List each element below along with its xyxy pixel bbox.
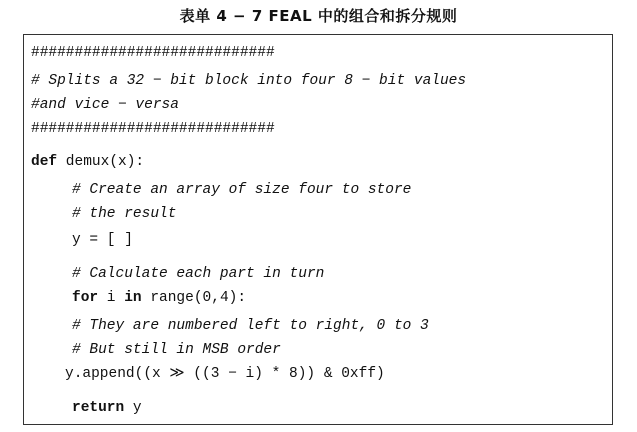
comment-line: # Calculate each part in turn — [72, 266, 325, 282]
for-line — [72, 289, 246, 307]
comment-line: #and vice − versa — [31, 97, 179, 113]
def-line — [31, 153, 144, 171]
in-keyword: in — [124, 290, 142, 306]
comment-line: # But still in MSB order — [72, 342, 281, 358]
code-listing — [23, 34, 613, 425]
def-keyword: def — [31, 154, 58, 170]
comment-line: # the result — [72, 206, 177, 222]
comment-line: # Splits a 32 − bit block into four 8 − bit values — [31, 73, 467, 89]
return-value: y — [124, 400, 142, 416]
def-signature: demux(x): — [57, 154, 145, 170]
append-line: y.append((x ≫ ((3 − i) * 8)) & 0xff) — [65, 366, 385, 382]
comment-line: # Create an array of size four to store — [72, 182, 412, 198]
for-variable: i — [98, 290, 125, 306]
return-keyword: return — [72, 400, 125, 416]
for-keyword: for — [72, 290, 99, 306]
listing-caption: 表单 4 − 7 FEAL 中的组合和拆分规则 — [179, 7, 458, 25]
for-range: range(0,4): — [141, 290, 247, 306]
assign-line: y = [ ] — [72, 232, 133, 248]
hash-line: ############################ — [31, 121, 275, 137]
comment-line: # They are numbered left to right, 0 to 3 — [72, 318, 429, 334]
hash-line: ############################ — [31, 45, 275, 61]
return-line — [72, 399, 142, 417]
